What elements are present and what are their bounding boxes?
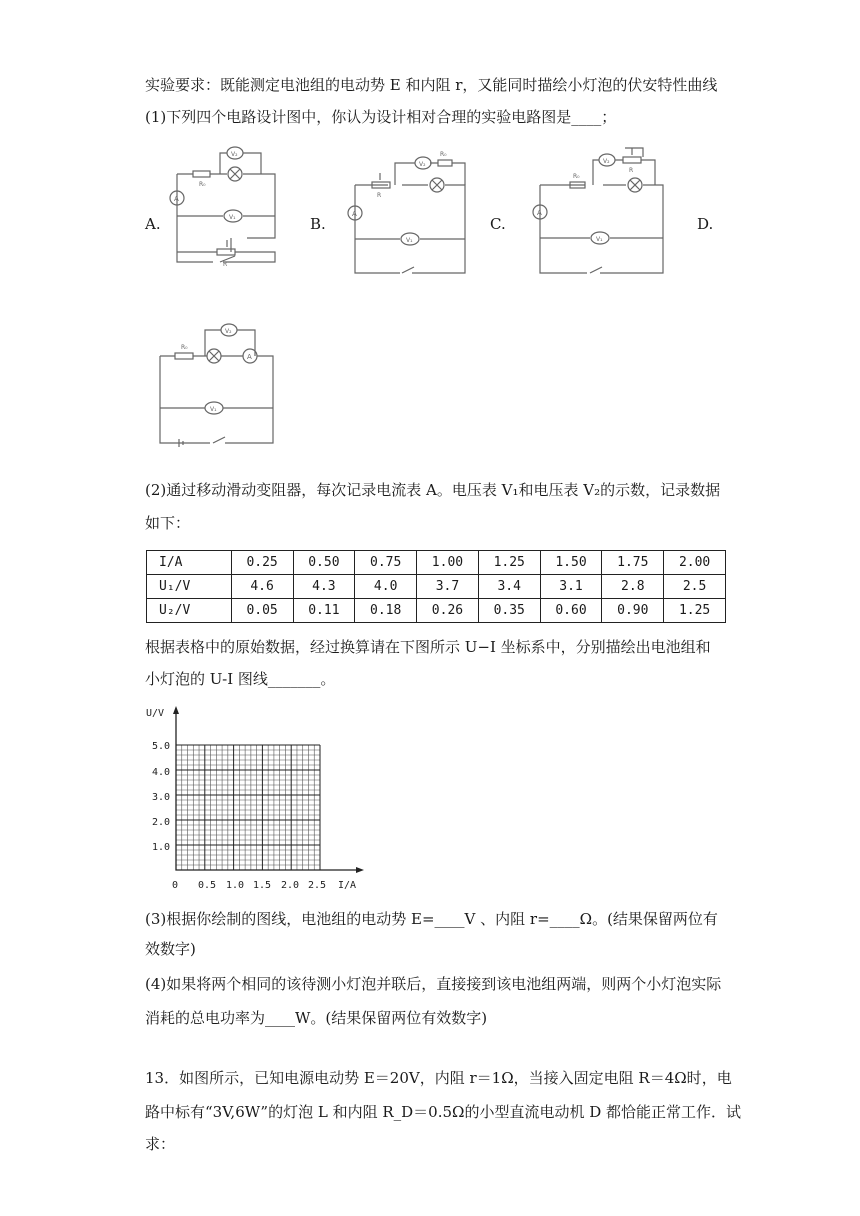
table-cell: 1.75 [602,551,664,575]
question-13-line1: 13．如图所示，已知电源电动势 E＝20V，内阻 r＝1Ω，当接入固定电阻 R＝4Ω时，电 [145,1069,732,1087]
option-c-label: C. [490,215,506,233]
xtick-label: 2.0 [281,880,300,891]
table-cell: 2.5 [664,575,726,599]
table-row [147,551,726,575]
svg-text:V₁: V₁ [596,236,603,243]
svg-text:A: A [174,195,179,203]
question-2b-line2: 小灯泡的 U-I 图线_______。 [145,670,336,688]
circuit-b-diagram [340,145,470,280]
svg-text:R₀: R₀ [199,181,206,188]
table-cell: 0.35 [478,599,540,623]
table-cell: 0.60 [540,599,602,623]
svg-text:A: A [352,210,357,218]
table-cell: 4.3 [293,575,355,599]
svg-text:R₀: R₀ [573,173,580,180]
xtick-label: 2.5 [308,880,327,891]
circuit-a-diagram [165,140,285,280]
table-cell: 2.8 [602,575,664,599]
table-cell: 1.25 [664,599,726,623]
table-row [147,599,726,623]
table-cell: 4.6 [231,575,293,599]
question-13-line3: 求： [145,1135,176,1153]
graph-ylabel: U/V [146,708,165,719]
option-a-label: A. [145,215,161,233]
xtick-label: 1.0 [226,880,245,891]
table-header-cell: U₂/V [147,599,232,623]
svg-text:R₀: R₀ [440,151,447,158]
question-1: (1)下列四个电路设计图中，你认为设计相对合理的实验电路图是____； [145,108,617,126]
question-13-line2: 路中标有“3V,6W”的灯泡 L 和内阻 R_D＝0.5Ω的小型直流电动机 D 都恰能正常工作．试 [145,1103,742,1121]
xtick-label: 1.5 [253,880,272,891]
data-table [146,550,726,623]
table-cell: 3.1 [540,575,602,599]
table-cell: 1.50 [540,551,602,575]
svg-text:A: A [247,353,252,361]
xtick-label: 0.5 [198,880,217,891]
xtick-label: 0 [172,880,179,891]
option-b-label: B. [310,215,326,233]
table-cell: 0.26 [417,599,479,623]
table-cell: 3.7 [417,575,479,599]
svg-text:V₁: V₁ [229,214,236,221]
svg-text:R: R [629,167,634,174]
table-cell: 3.4 [478,575,540,599]
svg-text:V₂: V₂ [603,158,610,165]
intro-text: 实验要求：既能测定电池组的电动势 E 和内阻 r，又能同时描绘小灯泡的伏安特性曲线 [145,76,718,94]
svg-text:A: A [537,209,542,217]
svg-text:V₂: V₂ [419,161,426,168]
ytick-label: 4.0 [152,767,171,778]
question-2b-line1: 根据表格中的原始数据，经过换算请在下图所示 U−I 坐标系中，分别描绘出电池组和 [145,638,711,656]
svg-text:V₂: V₂ [225,328,232,335]
table-row [147,575,726,599]
svg-text:R: R [377,192,382,199]
circuit-d-diagram [155,318,280,448]
question-4-line1: (4)如果将两个相同的该待测小灯泡并联后，直接接到该电池组两端，则两个小灯泡实际 [145,975,722,993]
graph-xlabel: I/A [338,880,357,891]
table-cell: 0.75 [355,551,417,575]
question-2-line2: 如下： [145,514,191,532]
svg-text:V₁: V₁ [406,237,413,244]
table-cell: 0.18 [355,599,417,623]
option-d-label: D. [697,215,714,233]
svg-text:V₂: V₂ [231,151,238,158]
table-cell: 2.00 [664,551,726,575]
question-3-line2: 效数字) [145,940,196,958]
ui-graph [140,700,380,899]
table-cell: 1.25 [478,551,540,575]
table-cell: 4.0 [355,575,417,599]
svg-text:R: R [223,261,228,268]
ytick-label: 3.0 [152,792,171,803]
table-cell: 0.05 [231,599,293,623]
question-4-line2: 消耗的总电功率为____W。(结果保留两位有效数字) [145,1009,488,1027]
svg-text:V₁: V₁ [210,406,217,413]
table-cell: 0.90 [602,599,664,623]
table-cell: 0.50 [293,551,355,575]
circuit-c-diagram [525,140,670,280]
ytick-label: 1.0 [152,842,171,853]
table-cell: 0.11 [293,599,355,623]
table-header-cell: I/A [147,551,232,575]
table-header-cell: U₁/V [147,575,232,599]
question-3-line1: (3)根据你绘制的图线，电池组的电动势 E=____V 、内阻 r=____Ω。(结果保留两位有 [145,910,718,928]
table-cell: 0.25 [231,551,293,575]
ytick-label: 5.0 [152,741,171,752]
table-cell: 1.00 [417,551,479,575]
question-2-line1: (2)通过移动滑动变阻器，每次记录电流表 A。电压表 V₁和电压表 V₂的示数，记录数据 [145,481,721,499]
ytick-label: 2.0 [152,817,171,828]
svg-text:R₀: R₀ [181,344,188,351]
